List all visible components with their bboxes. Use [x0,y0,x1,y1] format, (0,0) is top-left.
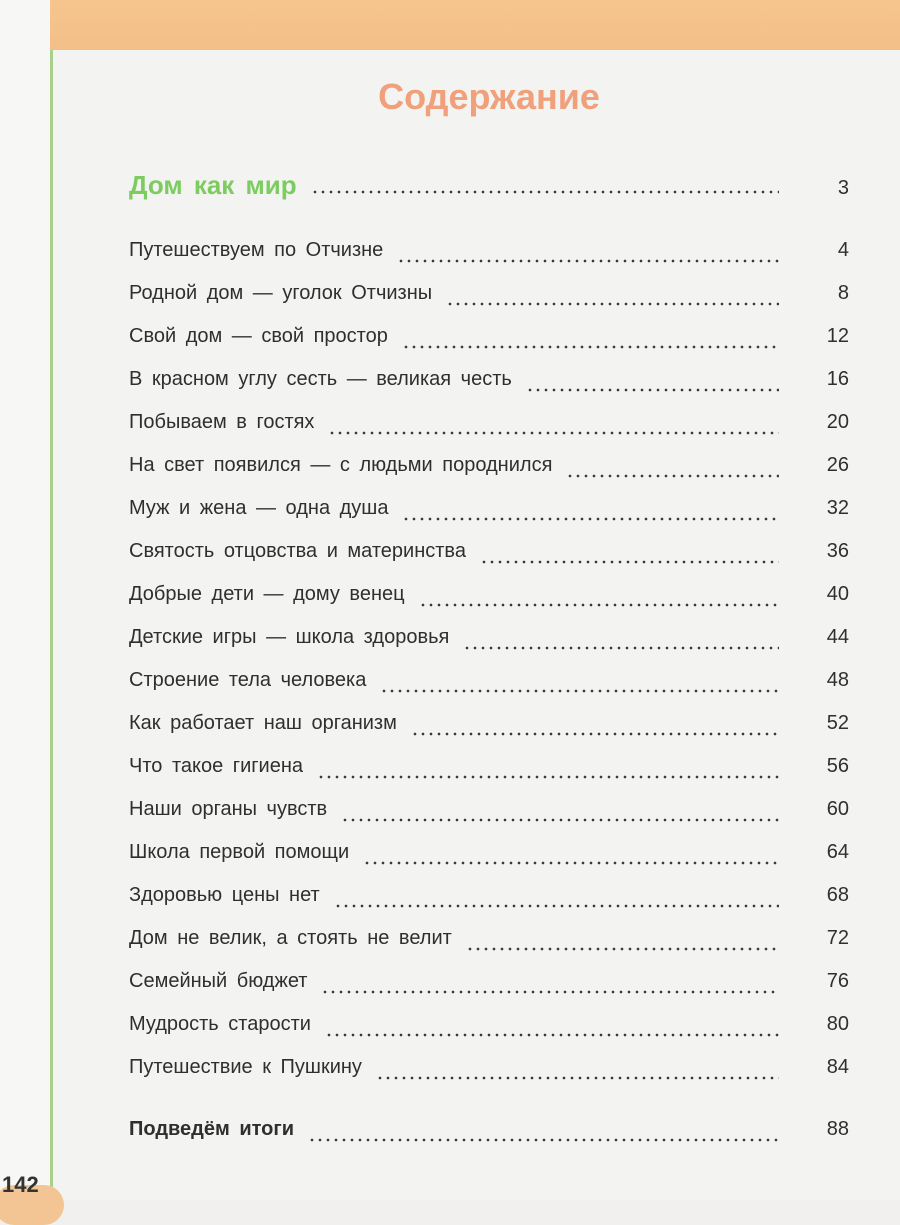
toc-entry-label: Мудрость старости [129,1013,311,1035]
toc-entry-label: В красном углу сесть — великая честь [129,368,512,390]
dot-leader [376,1076,779,1080]
toc-entry-label: Детские игры — школа здоровья [129,626,450,648]
toc-page-number: 36 [826,540,849,562]
toc-entry-label: Как работает наш организм [129,712,397,734]
toc-page-number: 40 [826,583,849,605]
dot-leader [328,431,779,435]
toc-entry-label: Школа первой помощи [129,841,350,863]
toc-page-number: 8 [837,282,849,304]
toc-entry[interactable] [129,1013,849,1043]
toc-entry-label: Побываем в гостях [129,411,315,433]
toc-entry[interactable] [129,970,849,1000]
toc-summary[interactable] [129,1118,849,1148]
page-number: 142 [2,1172,39,1197]
dot-leader [402,517,779,521]
toc-entry[interactable] [129,325,849,355]
dot-leader [480,560,779,564]
toc-entry-label: Строение тела человека [129,669,367,691]
toc-page-number: 12 [826,325,849,347]
toc-entry[interactable] [129,884,849,914]
top-color-band [0,0,900,50]
toc-entry-label: Путешествие к Пушкину [129,1056,362,1078]
toc-entry-label: Путешествуем по Отчизне [129,239,384,261]
toc-page-number: 32 [826,497,849,519]
toc-summary-label: Подведём итоги [129,1118,295,1140]
dot-leader [411,732,779,736]
dot-leader [341,818,779,822]
toc-page-number: 88 [826,1118,849,1140]
toc-entry-label: Семейный бюджет [129,970,308,992]
dot-leader [380,689,779,693]
page-title: Содержание [378,76,600,117]
toc-page-number: 20 [826,411,849,433]
toc-part-heading[interactable] [129,170,849,200]
toc-entry[interactable] [129,411,849,441]
toc-entry-label: Святость отцовства и материнства [129,540,466,562]
toc-entry-label: Здоровью цены нет [129,884,320,906]
toc-page-number: 4 [837,239,849,261]
toc-page-number: 80 [826,1013,849,1035]
dot-leader [317,775,779,779]
dot-leader [321,990,779,994]
toc-entry[interactable] [129,927,849,957]
dot-leader [363,861,779,865]
toc-entry[interactable] [129,583,849,613]
toc-page-number: 72 [826,927,849,949]
toc-page-number: 16 [826,368,849,390]
toc-page-number: 68 [826,884,849,906]
dot-leader [419,603,779,607]
toc-page-number: 44 [826,626,849,648]
toc-entry[interactable] [129,755,849,785]
toc-entry[interactable] [129,239,849,269]
toc-entry-label: Наши органы чувств [129,798,328,820]
toc-entry[interactable] [129,1056,849,1086]
toc-entry-label: Свой дом — свой простор [129,325,388,347]
toc-entry-label: Дом не велик, а стоять не велит [129,927,452,949]
toc-page-number: 48 [826,669,849,691]
toc-page-number: 60 [826,798,849,820]
toc-entry[interactable] [129,282,849,312]
dot-leader [466,947,779,951]
left-margin [0,0,50,1200]
dot-leader [308,1138,779,1142]
toc-page-number: 76 [826,970,849,992]
dot-leader [446,302,779,306]
toc-page-number: 52 [826,712,849,734]
toc-page-number: 64 [826,841,849,863]
toc-entry[interactable] [129,454,849,484]
dot-leader [526,388,779,392]
dot-leader [463,646,779,650]
toc-entry[interactable] [129,540,849,570]
toc-entry[interactable] [129,798,849,828]
dot-leader [402,345,779,349]
dot-leader [311,190,779,194]
toc-page-number: 56 [826,755,849,777]
dot-leader [397,259,779,263]
toc-entry[interactable] [129,712,849,742]
toc-page-number: 3 [837,177,849,199]
toc-page-number: 84 [826,1056,849,1078]
toc-entry[interactable] [129,841,849,871]
dot-leader [566,474,779,478]
toc-entry-label: Что такое гигиена [129,755,304,777]
toc-part-label: Дом как мир [129,170,297,200]
toc-page-number: 26 [826,454,849,476]
toc-entry-label: Добрые дети — дому венец [129,583,405,605]
toc-entry-label: На свет появился — с людьми породнился [129,454,553,476]
dot-leader [325,1033,779,1037]
toc-entry[interactable] [129,626,849,656]
toc-entry[interactable] [129,368,849,398]
toc-entry[interactable] [129,669,849,699]
toc-entry[interactable] [129,497,849,527]
toc-entry-label: Родной дом — уголок Отчизны [129,282,433,304]
dot-leader [334,904,779,908]
toc-entry-label: Муж и жена — одна душа [129,497,389,519]
